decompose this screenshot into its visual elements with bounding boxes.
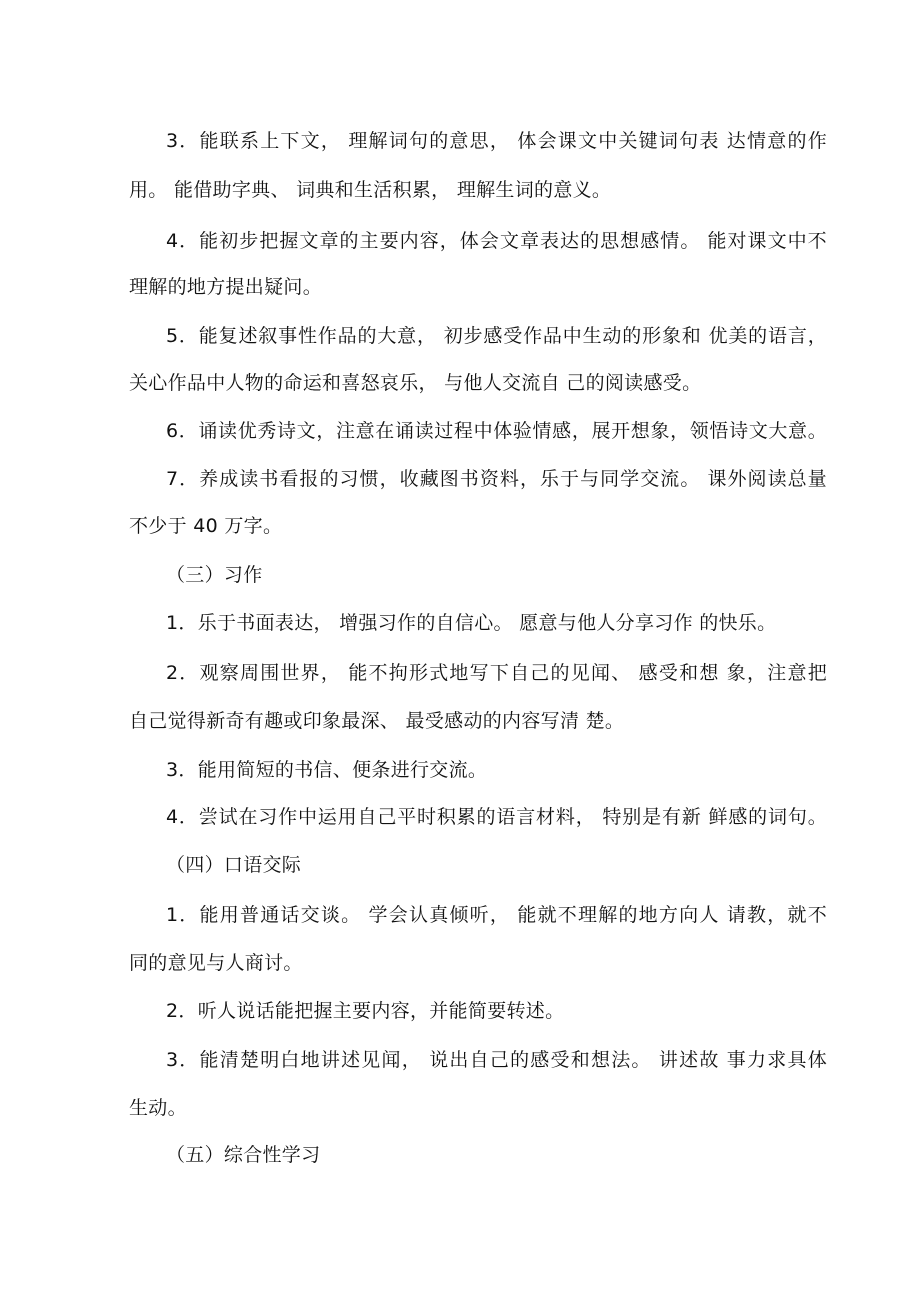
text-line: 用。 能借助字典、 词典和生活积累， 理解生词的意义。 bbox=[129, 179, 612, 201]
section-heading: （五）综合性学习 bbox=[166, 1144, 321, 1166]
section-heading: （三）习作 bbox=[166, 564, 263, 586]
text-line: 生动。 bbox=[129, 1097, 187, 1119]
text-line: 5．能复述叙事性作品的大意， 初步感受作品中生动的形象和 优美的语言， bbox=[166, 325, 827, 347]
text-line: 2．观察周围世界， 能不拘形式地写下自己的见闻、 感受和想 象，注意把 bbox=[166, 662, 827, 684]
text-line: 理解的地方提出疑问。 bbox=[129, 276, 323, 298]
text-line: 4．能初步把握文章的主要内容，体会文章表达的思想感情。 能对课文中不 bbox=[166, 230, 827, 252]
text-line: 1．能用普通话交谈。 学会认真倾听， 能就不理解的地方向人 请教，就不 bbox=[166, 904, 827, 926]
text-line: 1．乐于书面表达， 增强习作的自信心。 愿意与他人分享习作 的快乐。 bbox=[166, 612, 777, 634]
text-line: 2．听人说话能把握主要内容，并能简要转述。 bbox=[166, 1000, 565, 1022]
text-line: 3．能联系上下文， 理解词句的意思， 体会课文中关键词句表 达情意的作 bbox=[166, 130, 827, 152]
text-line: 自己觉得新奇有趣或印象最深、 最受感动的内容写清 楚。 bbox=[129, 710, 625, 732]
text-line: 关心作品中人物的命运和喜怒哀乐， 与他人交流自 己的阅读感受。 bbox=[129, 372, 702, 394]
text-line: 3．能用简短的书信、便条进行交流。 bbox=[166, 759, 488, 781]
text-line: 4．尝试在习作中运用自己平时积累的语言材料， 特别是有新 鲜感的词句。 bbox=[166, 806, 827, 828]
section-heading: （四）口语交际 bbox=[166, 854, 302, 876]
text-line: 6．诵读优秀诗文，注意在诵读过程中体验情感，展开想象，领悟诗文大意。 bbox=[166, 420, 827, 442]
text-line: 3．能清楚明白地讲述见闻， 说出自己的感受和想法。 讲述故 事力求具体 bbox=[166, 1049, 827, 1071]
text-line: 7．养成读书看报的习惯，收藏图书资料，乐于与同学交流。 课外阅读总量 bbox=[166, 468, 827, 490]
text-line: 不少于 40 万字。 bbox=[129, 515, 283, 537]
text-line: 同的意见与人商讨。 bbox=[129, 952, 303, 974]
